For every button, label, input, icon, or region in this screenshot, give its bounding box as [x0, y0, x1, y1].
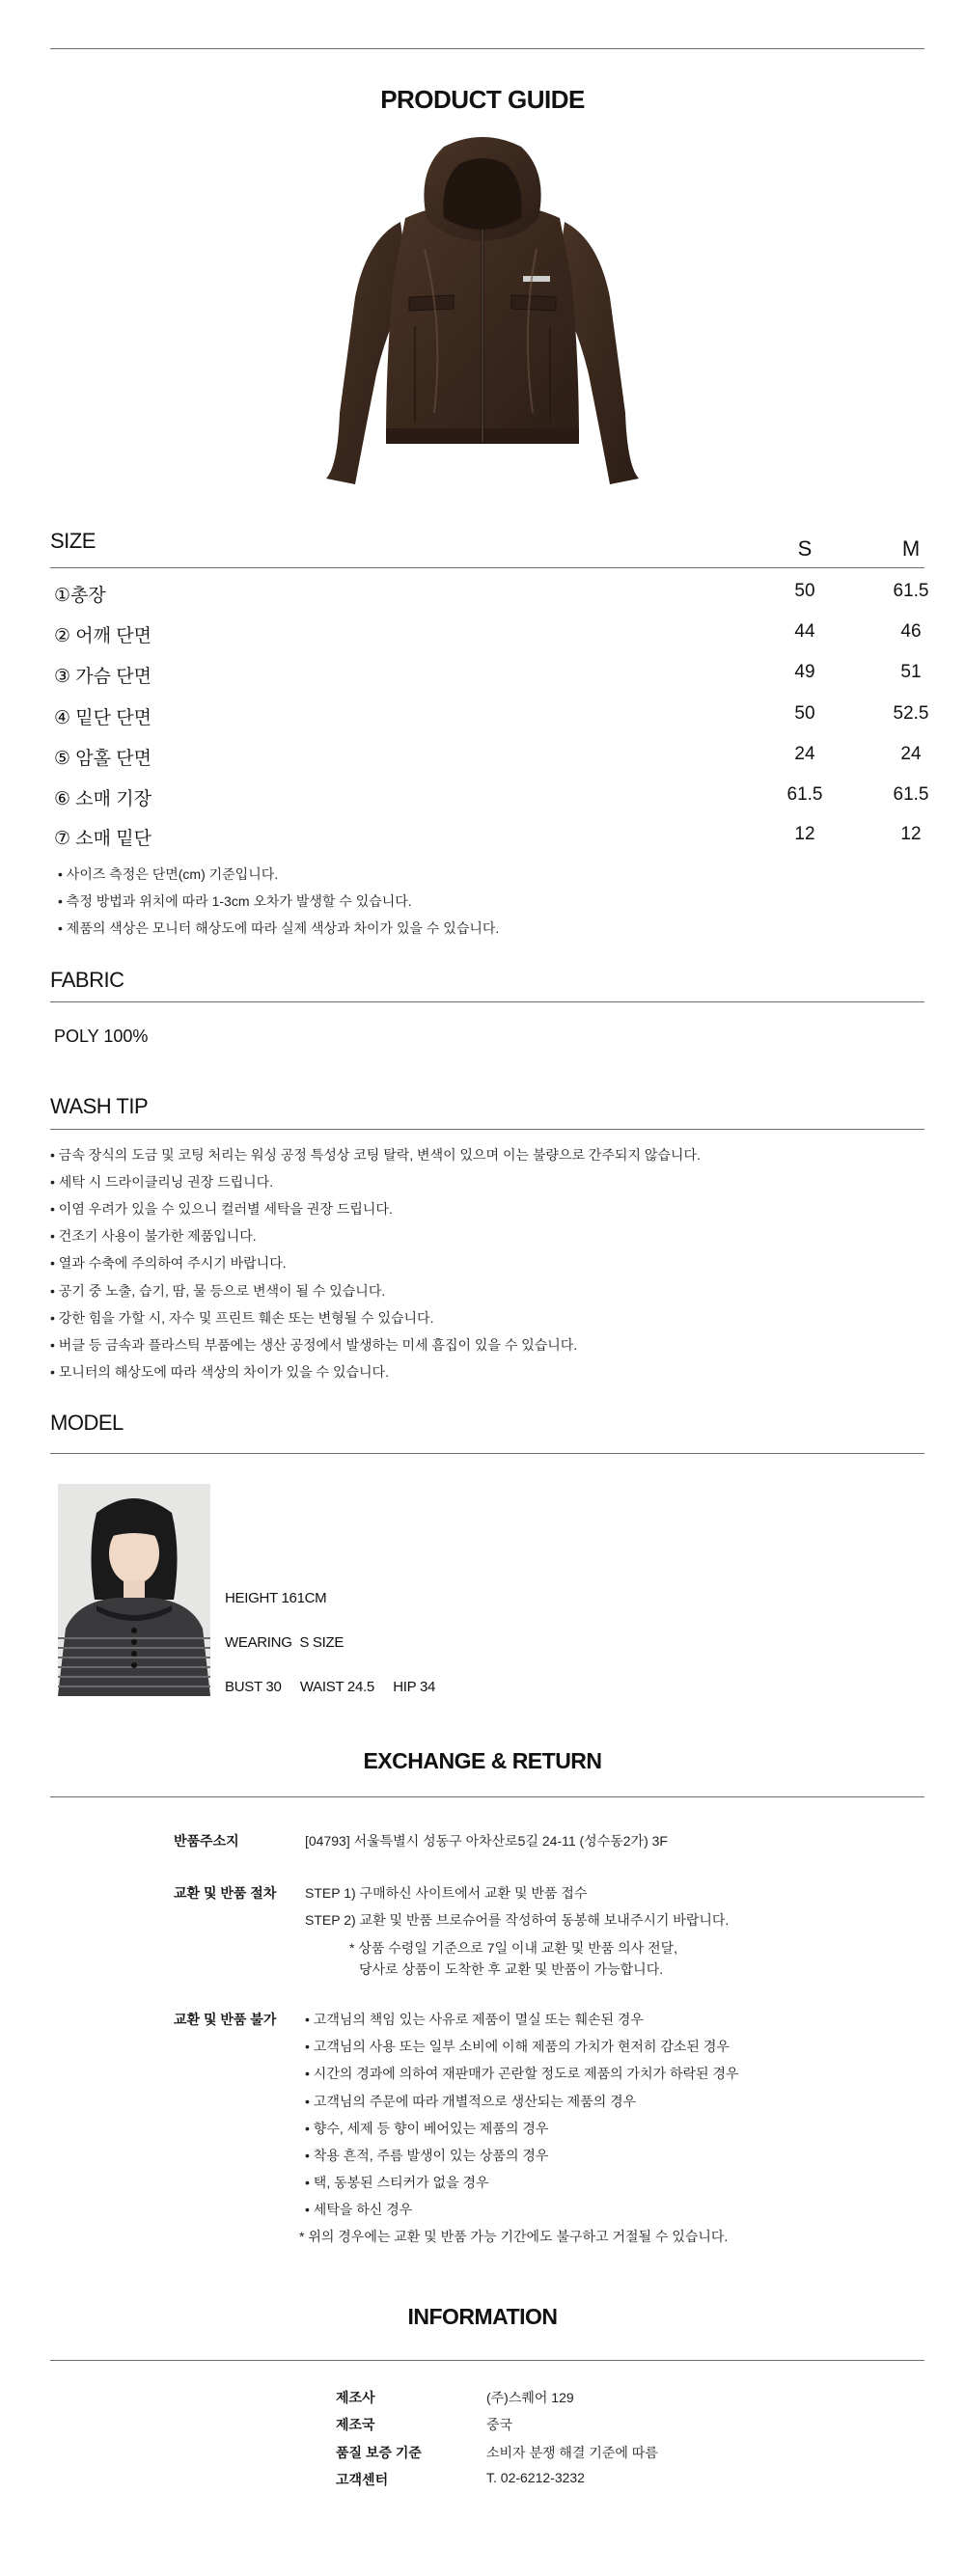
model-height-label: HEIGHT [225, 1590, 278, 1606]
exchange-footnote: * 위의 경우에는 교환 및 반품 가능 기간에도 불구하고 거절될 수 있습니다. [299, 2229, 729, 2244]
size-value-m: 46 [900, 621, 922, 642]
information-divider [50, 2360, 924, 2361]
exchange-unavailable-item: • 고객님의 주문에 따라 개별적으로 생산되는 제품의 경우 [305, 2094, 637, 2109]
wash-tip-item: • 세탁 시 드라이클리닝 권장 드립니다. [50, 1174, 274, 1190]
size-value-s: 44 [794, 621, 815, 642]
product-guide-title: PRODUCT GUIDE [380, 85, 585, 114]
size-row-label: ③ 가슴 단면 [54, 667, 152, 687]
exchange-unavailable-item: • 택, 동봉된 스티커가 없을 경우 [305, 2175, 489, 2190]
size-value-s: 61.5 [786, 784, 823, 805]
model-hip-value: 34 [419, 1679, 436, 1695]
size-row [50, 703, 929, 732]
exchange-step: STEP 2) 교환 및 반품 브로슈어를 작성하여 동봉해 보내주시기 바랍니다. [305, 1912, 730, 1928]
size-row-label: ⑦ 소매 밑단 [54, 829, 152, 849]
exchange-unavailable-item: • 고객님의 책임 있는 사유로 제품이 멸실 또는 훼손된 경우 [305, 2012, 644, 2027]
size-row [50, 662, 924, 691]
wash-tip-item: • 강한 힘을 가할 시, 자수 및 프린트 훼손 또는 변형될 수 있습니다. [50, 1310, 434, 1326]
model-wearing [225, 1634, 344, 1651]
size-value-m: 24 [900, 744, 922, 764]
size-col-m: M [901, 536, 921, 561]
size-value-s: 12 [794, 824, 815, 844]
exchange-step-note: * 상품 수령일 기준으로 7일 이내 교환 및 반품 의사 전달, [349, 1940, 678, 1956]
size-value-m: 61.5 [893, 581, 929, 601]
size-row [50, 824, 924, 853]
exchange-procedure-label: 교환 및 반품 절차 [174, 1885, 277, 1901]
exchange-step-note: 당사로 상품이 도착한 후 교환 및 반품이 가능합니다. [359, 1961, 664, 1977]
model-waist-value: 24.5 [346, 1679, 374, 1695]
jacket-image [309, 133, 656, 492]
wash-tip-item: • 공기 중 노출, 습기, 땀, 물 등으로 변색이 될 수 있습니다. [50, 1283, 386, 1299]
size-divider [50, 567, 924, 568]
exchange-unavailable-item: • 고객님의 사용 또는 일부 소비에 이해 제품의 가치가 현저히 감소된 경우 [305, 2039, 730, 2054]
model-measurements [225, 1679, 435, 1695]
wash-tip-item: • 금속 장식의 도금 및 코팅 처리는 워싱 공정 특성상 코팅 탈락, 변색이 있으며 이는 불량으로 간주되지 않습니다. [50, 1147, 701, 1163]
exchange-step: STEP 1) 구매하신 사이트에서 교환 및 반품 접수 [305, 1885, 588, 1901]
info-label: 품질 보증 기준 [336, 2445, 422, 2460]
size-col-s: S [797, 536, 813, 561]
model-photo [58, 1484, 210, 1696]
size-value-m: 52.5 [893, 703, 929, 724]
size-title: SIZE [50, 529, 96, 553]
exchange-address-label: 반품주소지 [174, 1833, 239, 1849]
size-row-label: ①총장 [54, 586, 106, 606]
wash-tip-item: • 버클 등 금속과 플라스틱 부품에는 생산 공정에서 발생하는 미세 흠집이 있을 수 있습니다. [50, 1337, 578, 1353]
wash-tip-item: • 건조기 사용이 불가한 제품입니다. [50, 1228, 257, 1244]
size-value-s: 50 [794, 703, 815, 724]
size-note: • 측정 방법과 위치에 따라 1-3cm 오차가 발생할 수 있습니다. [58, 893, 412, 909]
exchange-unavailable-item: • 착용 흔적, 주름 발생이 있는 상품의 경우 [305, 2148, 549, 2163]
size-row-label: ② 어깨 단면 [54, 626, 152, 646]
fabric-value: POLY 100% [54, 1027, 149, 1046]
model-title: MODEL [50, 1411, 124, 1435]
size-value-m: 51 [900, 662, 922, 682]
size-note: • 제품의 색상은 모니터 해상도에 따라 실제 색상과 차이가 있을 수 있습니다. [58, 920, 500, 936]
model-height-value: 161CM [281, 1590, 327, 1606]
fabric-title: FABRIC [50, 968, 124, 992]
size-value-m: 12 [900, 824, 922, 844]
wash-tip-title: WASH TIP [50, 1094, 149, 1118]
info-value: (주)스퀘어 129 [486, 2390, 574, 2405]
info-label: 제조사 [336, 2390, 375, 2405]
size-row [50, 744, 924, 773]
exchange-unavailable-item: • 향수, 세제 등 향이 베어있는 제품의 경우 [305, 2121, 549, 2136]
info-value: T. 02-6212-3232 [486, 2470, 585, 2485]
info-label: 고객센터 [336, 2472, 389, 2487]
info-value: 소비자 분쟁 해결 기준에 따름 [486, 2445, 658, 2460]
model-wearing-value: S SIZE [299, 1634, 345, 1651]
size-row [50, 581, 929, 610]
model-wearing-label: WEARING [225, 1634, 292, 1651]
top-divider [50, 48, 924, 49]
size-value-s: 24 [794, 744, 815, 764]
information-title: INFORMATION [407, 2304, 558, 2329]
info-value: 중국 [486, 2417, 513, 2432]
model-bust-value: 30 [265, 1679, 282, 1695]
model-waist-label: WAIST [299, 1679, 345, 1695]
wash-tip-item: • 열과 수축에 주의하여 주시기 바랍니다. [50, 1255, 287, 1271]
exchange-unavailable-item: • 세탁을 하신 경우 [305, 2202, 413, 2217]
model-hip-label: HIP [393, 1679, 417, 1695]
model-height [225, 1590, 326, 1606]
size-note: • 사이즈 측정은 단면(cm) 기준입니다. [58, 866, 279, 882]
size-value-s: 50 [794, 581, 815, 601]
exchange-unavailable-item: • 시간의 경과에 의하여 재판매가 곤란할 정도로 제품의 가치가 하락된 경우 [305, 2066, 739, 2081]
size-row [50, 621, 924, 650]
exchange-title: EXCHANGE & RETURN [363, 1748, 602, 1773]
model-bust-label: BUST [225, 1679, 262, 1695]
fabric-divider [50, 1001, 924, 1002]
exchange-divider [50, 1796, 924, 1797]
wash-tip-item: • 이염 우려가 있을 수 있으니 컬러별 세탁을 권장 드립니다. [50, 1201, 393, 1217]
model-divider [50, 1453, 924, 1454]
wash-tip-divider [50, 1129, 924, 1130]
size-value-m: 61.5 [893, 784, 929, 805]
info-label: 제조국 [336, 2417, 375, 2432]
wash-tip-item: • 모니터의 해상도에 따라 색상의 차이가 있을 수 있습니다. [50, 1364, 389, 1380]
exchange-unavailable-label: 교환 및 반품 불가 [174, 2012, 277, 2027]
size-row [50, 784, 929, 813]
size-value-s: 49 [794, 662, 815, 682]
size-row-label: ⑥ 소매 기장 [54, 789, 152, 809]
exchange-address: [04793] 서울특별시 성동구 아차산로5길 24-11 (성수동2가) 3F [305, 1833, 668, 1849]
size-row-label: ④ 밑단 단면 [54, 708, 152, 728]
size-row-label: ⑤ 암홀 단면 [54, 749, 152, 769]
